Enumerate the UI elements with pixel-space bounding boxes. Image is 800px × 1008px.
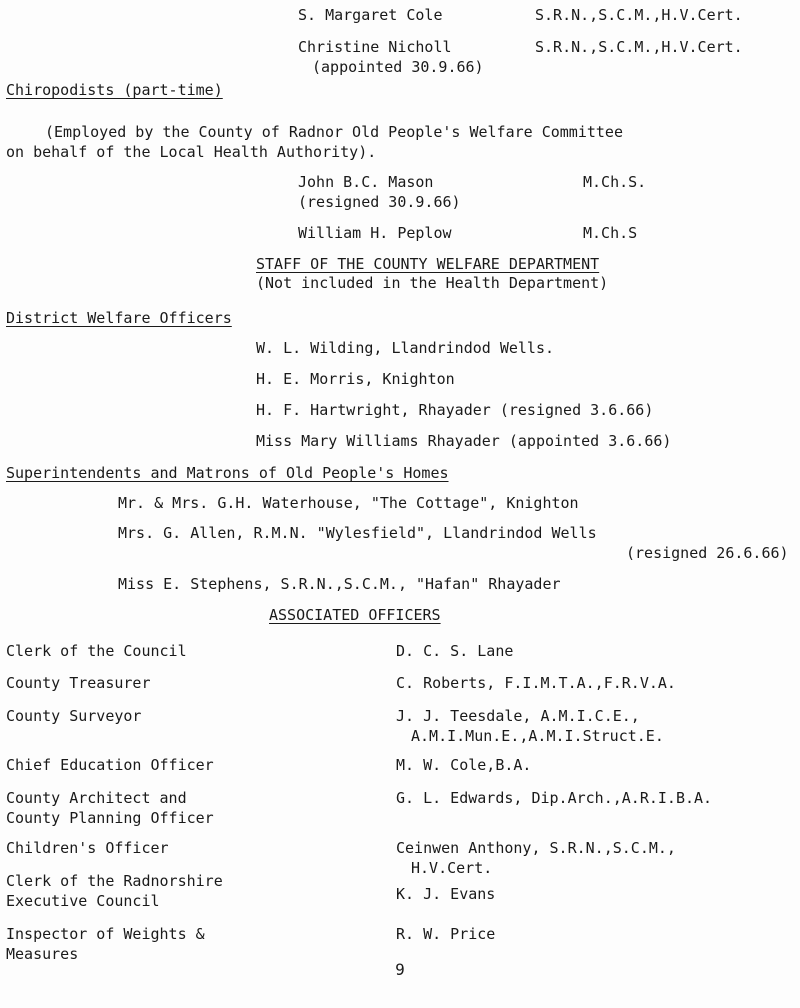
officer-name: K. J. Evans [396,885,496,903]
officer-name-cont: H.V.Cert. [411,859,493,877]
officer-name: M. W. Cole,B.A. [396,756,532,774]
christine-quals: S.R.N.,S.C.M.,H.V.Cert. [535,38,743,56]
chiropodists-heading: Chiropodists (part-time) [6,81,223,99]
peplow-quals: M.Ch.S [583,224,638,242]
officer-role: Inspector of Weights & [6,925,205,943]
officer-role-cont: County Planning Officer [6,809,214,827]
district-officer: W. L. Wilding, Llandrindod Wells. [256,339,555,357]
christine-name: Christine Nicholl [298,38,452,56]
employed-line-2: on behalf of the Local Health Authority). [6,143,377,161]
home-line-3: Miss E. Stephens, S.R.N.,S.C.M., "Hafan" Rhayader [118,575,561,593]
officer-role: County Architect and [6,789,187,807]
district-officer: H. F. Hartwright, Rhayader (resigned 3.6.66) [256,401,654,419]
page-number: 9 [395,960,405,979]
associated-heading: ASSOCIATED OFFICERS [269,606,441,624]
margaret-name: S. Margaret Cole [298,6,443,24]
mason-note: (resigned 30.9.66) [298,193,461,211]
officer-role: Clerk of the Council [6,642,187,660]
home-line-2-note: (resigned 26.6.66) [626,544,789,562]
officer-name: D. C. S. Lane [396,642,514,660]
officer-role: Children's Officer [6,839,169,857]
officer-name: R. W. Price [396,925,496,943]
mason-name: John B.C. Mason [298,173,434,191]
mason-quals: M.Ch.S. [583,173,647,191]
officer-role: Clerk of the Radnorshire [6,872,223,890]
officer-role-cont: Measures [6,945,79,963]
homes-heading: Superintendents and Matrons of Old People's Homes [6,464,449,482]
home-line-2: Mrs. G. Allen, R.M.N. "Wylesfield", Llandrindod Wells [118,524,597,542]
officer-role: Chief Education Officer [6,756,214,774]
district-heading: District Welfare Officers [6,309,232,327]
peplow-name: William H. Peplow [298,224,452,242]
welfare-subheading: (Not included in the Health Department) [256,274,609,292]
officer-name: C. Roberts, F.I.M.T.A.,F.R.V.A. [396,674,676,692]
officer-role: County Surveyor [6,707,142,725]
officer-name: G. L. Edwards, Dip.Arch.,A.R.I.B.A. [396,789,713,807]
officer-name-cont: A.M.I.Mun.E.,A.M.I.Struct.E. [411,727,664,745]
officer-name: J. J. Teesdale, A.M.I.C.E., [396,707,640,725]
officer-role: County Treasurer [6,674,151,692]
district-officer: H. E. Morris, Knighton [256,370,455,388]
officer-name: Ceinwen Anthony, S.R.N.,S.C.M., [396,839,676,857]
margaret-quals: S.R.N.,S.C.M.,H.V.Cert. [535,6,743,24]
christine-note: (appointed 30.9.66) [312,58,484,76]
district-officer: Miss Mary Williams Rhayader (appointed 3.6.66) [256,432,672,450]
home-line-1: Mr. & Mrs. G.H. Waterhouse, "The Cottage", Knighton [118,494,579,512]
welfare-heading: STAFF OF THE COUNTY WELFARE DEPARTMENT [256,255,600,273]
officer-role-cont: Executive Council [6,892,160,910]
employed-line-1: (Employed by the County of Radnor Old People's Welfare Committee [45,123,623,141]
